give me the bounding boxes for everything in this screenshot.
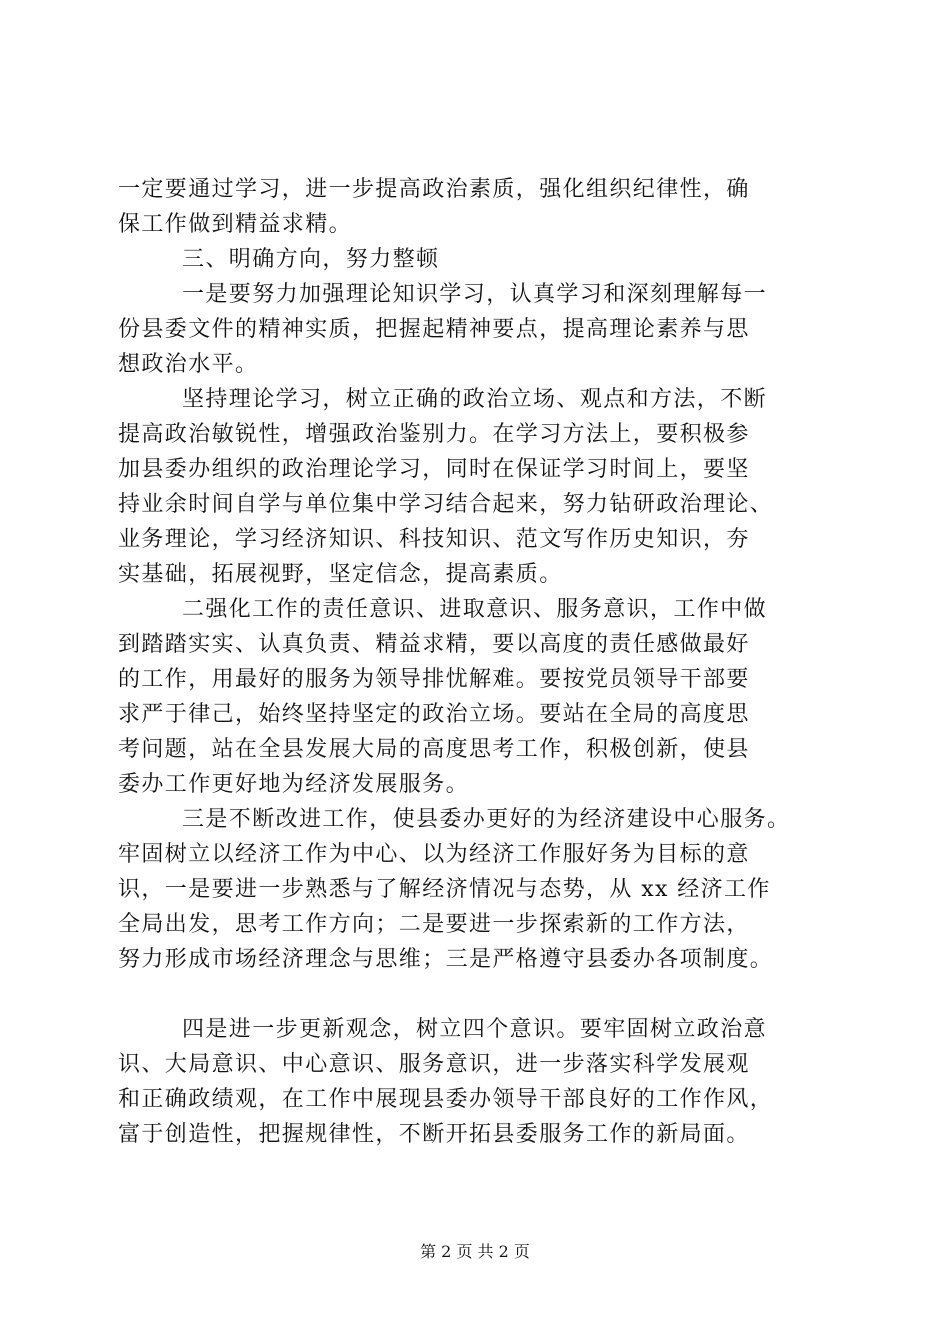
- text-line: 一是要努力加强理论知识学习，认真学习和深刻理解每一: [182, 282, 768, 307]
- text-line: 持业余时间自学与单位集中学习结合起来，努力钻研政治理论、: [118, 492, 774, 517]
- text-line: 到踏踏实实、认真负责、精益求精，要以高度的责任感做最好: [118, 632, 750, 657]
- document-body: [118, 172, 858, 1152]
- text-line: 和正确政绩观，在工作中展现县委办领导干部良好的工作作风，: [118, 1087, 774, 1112]
- text-line: 识、大局意识、中心意识、服务意识，进一步落实科学发展观: [118, 1052, 750, 1077]
- text-line: 富于创造性，把握规律性，不断开拓县委服务工作的新局面。: [118, 1122, 750, 1147]
- text-line: 保工作做到精益求精。: [118, 212, 353, 237]
- section-heading: 三、明确方向，努力整顿: [182, 247, 440, 272]
- text-line: 努力形成市场经济理念与思维；三是严格遵守县委办各项制度。: [118, 947, 774, 972]
- text-line: 四是进一步更新观念，树立四个意识。要牢固树立政治意: [182, 1017, 768, 1042]
- text-line: 想政治水平。: [118, 352, 259, 377]
- text-line: 份县委文件的精神实质，把握起精神要点，提高理论素养与思: [118, 317, 750, 342]
- page-footer: 第 2 页 共 2 页: [420, 1242, 530, 1261]
- text-line: 牢固树立以经济工作为中心、以为经济工作服好务为目标的意: [118, 842, 750, 867]
- text-line: 业务理论，学习经济知识、科技知识、范文写作历史知识，夯: [118, 527, 750, 552]
- text-line: 求严于律己，始终坚持坚定的政治立场。要站在全局的高度思: [118, 702, 750, 727]
- text-line: 一定要通过学习，进一步提高政治素质，强化组织纪律性，确: [118, 177, 750, 202]
- text-line: 委办工作更好地为经济发展服务。: [118, 772, 470, 797]
- text-line: 提高政治敏锐性，增强政治鉴别力。在学习方法上，要积极参: [118, 422, 750, 447]
- text-line: 加县委办组织的政治理论学习，同时在保证学习时间上，要坚: [118, 457, 750, 482]
- text-line: 坚持理论学习，树立正确的政治立场、观点和方法，不断: [182, 387, 768, 412]
- text-line: 的工作，用最好的服务为领导排忧解难。要按党员领导干部要: [118, 667, 750, 692]
- text-line: 考问题，站在全县发展大局的高度思考工作，积极创新，使县: [118, 737, 750, 762]
- text-line: 二强化工作的责任意识、进取意识、服务意识，工作中做: [182, 597, 768, 622]
- text-line: 全局出发，思考工作方向；二是要进一步探索新的工作方法，: [118, 912, 750, 937]
- text-line: 识，一是要进一步熟悉与了解经济情况与态势，从 xx 经济工作: [118, 877, 771, 902]
- text-line: 三是不断改进工作，使县委办更好的为经济建设中心服务。: [182, 807, 791, 832]
- text-line: 实基础，拓展视野，坚定信念，提高素质。: [118, 562, 563, 587]
